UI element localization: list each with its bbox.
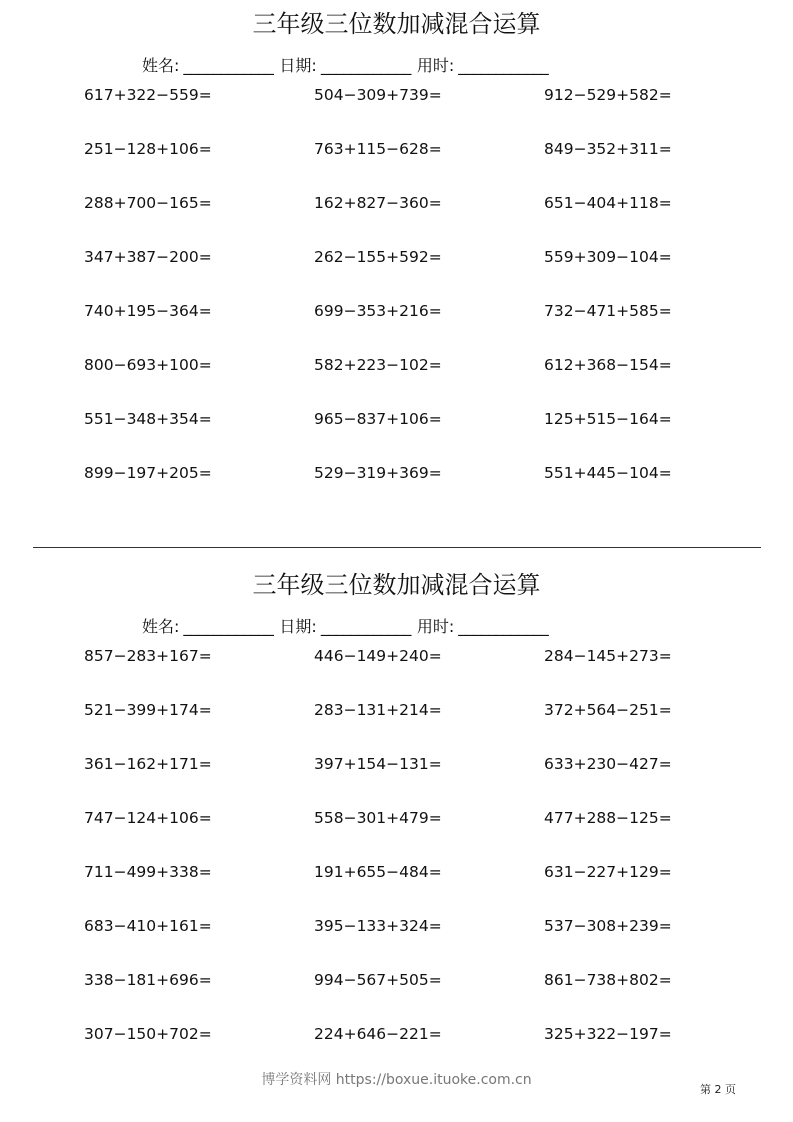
arithmetic-problem: 912−529+582= bbox=[544, 86, 672, 104]
arithmetic-problem: 732−471+585= bbox=[544, 302, 672, 320]
time-label: 用时: bbox=[416, 617, 455, 636]
arithmetic-problem: 361−162+171= bbox=[84, 755, 212, 773]
arithmetic-problem: 849−352+311= bbox=[544, 140, 672, 158]
arithmetic-problem: 631−227+129= bbox=[544, 863, 672, 881]
time-blank-line[interactable]: ____________ bbox=[458, 617, 549, 636]
date-label: 日期: bbox=[279, 56, 317, 75]
section-divider bbox=[33, 547, 761, 548]
arithmetic-problem: 529−319+369= bbox=[314, 464, 442, 482]
arithmetic-problem: 711−499+338= bbox=[84, 863, 212, 881]
worksheet-title: 三年级三位数加减混合运算 bbox=[252, 571, 541, 599]
arithmetic-problem: 307−150+702= bbox=[84, 1025, 212, 1043]
arithmetic-problem: 283−131+214= bbox=[314, 701, 442, 719]
arithmetic-problem: 558−301+479= bbox=[314, 809, 442, 827]
arithmetic-problem: 325+322−197= bbox=[544, 1025, 672, 1043]
arithmetic-problem: 251−128+106= bbox=[84, 140, 212, 158]
arithmetic-problem: 537−308+239= bbox=[544, 917, 672, 935]
date-label: 日期: bbox=[279, 617, 317, 636]
arithmetic-problem: 740+195−364= bbox=[84, 302, 212, 320]
arithmetic-problem: 397+154−131= bbox=[314, 755, 442, 773]
arithmetic-problem: 477+288−125= bbox=[544, 809, 672, 827]
date-blank-line[interactable]: ____________ bbox=[320, 617, 411, 636]
arithmetic-problem: 994−567+505= bbox=[314, 971, 442, 989]
arithmetic-problem: 651−404+118= bbox=[544, 194, 672, 212]
time-label: 用时: bbox=[416, 56, 455, 75]
name-blank-line[interactable]: ____________ bbox=[183, 617, 274, 636]
arithmetic-problem: 338−181+696= bbox=[84, 971, 212, 989]
arithmetic-problem: 857−283+167= bbox=[84, 647, 212, 665]
arithmetic-problem: 551−348+354= bbox=[84, 410, 212, 428]
arithmetic-problem: 559+309−104= bbox=[544, 248, 672, 266]
arithmetic-problem: 521−399+174= bbox=[84, 701, 212, 719]
arithmetic-problem: 395−133+324= bbox=[314, 917, 442, 935]
arithmetic-problem: 683−410+161= bbox=[84, 917, 212, 935]
arithmetic-problem: 763+115−628= bbox=[314, 140, 442, 158]
name-label: 姓名: bbox=[142, 617, 180, 636]
arithmetic-problem: 284−145+273= bbox=[544, 647, 672, 665]
arithmetic-problem: 446−149+240= bbox=[314, 647, 442, 665]
worksheet-title: 三年级三位数加减混合运算 bbox=[252, 10, 541, 38]
date-blank-line[interactable]: ____________ bbox=[320, 56, 411, 75]
arithmetic-problem: 504−309+739= bbox=[314, 86, 442, 104]
page-number: 第 2 页 bbox=[700, 1083, 736, 1096]
arithmetic-problem: 582+223−102= bbox=[314, 356, 442, 374]
arithmetic-problem: 347+387−200= bbox=[84, 248, 212, 266]
arithmetic-problem: 699−353+216= bbox=[314, 302, 442, 320]
arithmetic-problem: 372+564−251= bbox=[544, 701, 672, 719]
arithmetic-problem: 191+655−484= bbox=[314, 863, 442, 881]
arithmetic-problem: 288+700−165= bbox=[84, 194, 212, 212]
time-blank-line[interactable]: ____________ bbox=[458, 56, 549, 75]
arithmetic-problem: 551+445−104= bbox=[544, 464, 672, 482]
name-blank-line[interactable]: ____________ bbox=[183, 56, 274, 75]
arithmetic-problem: 747−124+106= bbox=[84, 809, 212, 827]
footer-text[interactable]: 博学资料网 https://boxue.ituoke.com.cn bbox=[261, 1072, 532, 1088]
info-row bbox=[142, 56, 554, 76]
arithmetic-problem: 800−693+100= bbox=[84, 356, 212, 374]
arithmetic-problem: 224+646−221= bbox=[314, 1025, 442, 1043]
arithmetic-problem: 617+322−559= bbox=[84, 86, 212, 104]
arithmetic-problem: 899−197+205= bbox=[84, 464, 212, 482]
arithmetic-problem: 162+827−360= bbox=[314, 194, 442, 212]
name-label: 姓名: bbox=[142, 56, 180, 75]
arithmetic-problem: 861−738+802= bbox=[544, 971, 672, 989]
arithmetic-problem: 612+368−154= bbox=[544, 356, 672, 374]
arithmetic-problem: 633+230−427= bbox=[544, 755, 672, 773]
arithmetic-problem: 965−837+106= bbox=[314, 410, 442, 428]
arithmetic-problem: 262−155+592= bbox=[314, 248, 442, 266]
arithmetic-problem: 125+515−164= bbox=[544, 410, 672, 428]
info-row bbox=[142, 617, 554, 637]
